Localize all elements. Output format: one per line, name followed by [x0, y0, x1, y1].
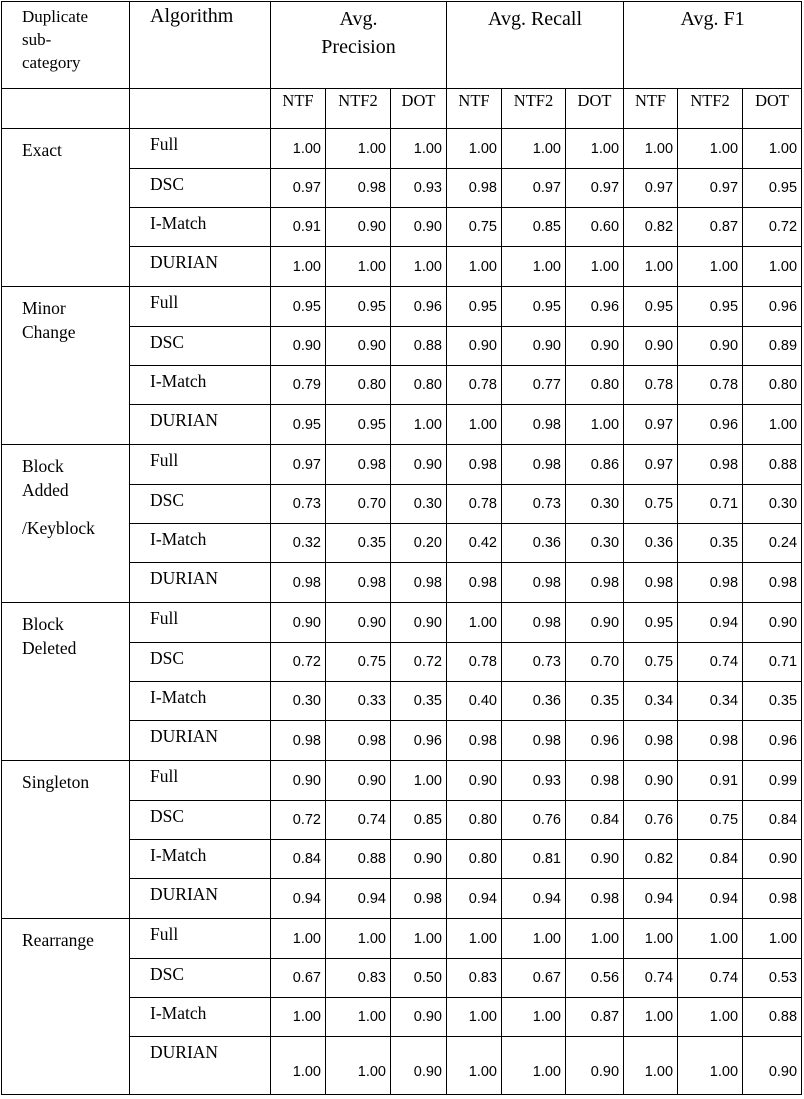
- value-cell: 0.75: [678, 801, 743, 840]
- value-cell: 1.00: [391, 919, 447, 959]
- algorithm-cell: DSC: [130, 169, 271, 208]
- table-row: [2, 919, 802, 959]
- value-cell: 0.73: [502, 485, 566, 524]
- value-cell: 1.00: [678, 247, 743, 287]
- category-cell: [2, 761, 130, 919]
- value-cell: 0.99: [743, 761, 802, 801]
- value-cell: 0.96: [678, 405, 743, 445]
- value-cell: 0.73: [502, 643, 566, 682]
- value-cell: 0.90: [326, 761, 391, 801]
- value-cell: 0.90: [447, 327, 502, 366]
- value-cell: 0.36: [502, 524, 566, 563]
- subheader-ntf: NTF: [624, 89, 678, 129]
- value-cell: 0.96: [743, 287, 802, 327]
- algorithm-cell: I-Match: [130, 524, 271, 563]
- value-cell: 0.72: [391, 643, 447, 682]
- value-cell: 1.00: [447, 405, 502, 445]
- value-cell: 0.94: [678, 603, 743, 643]
- subheader-ntf2: NTF2: [326, 89, 391, 129]
- value-cell: 0.88: [743, 998, 802, 1037]
- value-cell: 0.94: [678, 879, 743, 919]
- value-cell: 0.32: [271, 524, 326, 563]
- value-cell: 0.93: [391, 169, 447, 208]
- value-cell: 0.84: [271, 840, 326, 879]
- algorithm-cell: Full: [130, 445, 271, 485]
- value-cell: 0.84: [566, 801, 624, 840]
- value-cell: 1.00: [678, 129, 743, 169]
- value-cell: 0.93: [502, 761, 566, 801]
- algorithm-cell: Full: [130, 287, 271, 327]
- value-cell: 0.34: [624, 682, 678, 721]
- value-cell: 0.97: [502, 169, 566, 208]
- value-cell: 1.00: [271, 998, 326, 1037]
- value-cell: 1.00: [566, 919, 624, 959]
- value-cell: 0.95: [271, 405, 326, 445]
- category-name: Rearrange: [22, 930, 94, 950]
- algorithm-cell: DURIAN: [130, 247, 271, 287]
- value-cell: 0.83: [326, 959, 391, 998]
- value-cell: 1.00: [391, 761, 447, 801]
- value-cell: 0.90: [447, 761, 502, 801]
- category-cell: [2, 287, 130, 445]
- value-cell: 0.30: [566, 485, 624, 524]
- value-cell: 0.35: [678, 524, 743, 563]
- value-cell: 0.90: [271, 327, 326, 366]
- value-cell: 0.90: [624, 761, 678, 801]
- value-cell: 0.71: [743, 643, 802, 682]
- table-row: [2, 603, 802, 643]
- value-cell: 0.90: [678, 327, 743, 366]
- header-duplicate-subcategory: [2, 2, 130, 89]
- value-cell: 0.90: [391, 840, 447, 879]
- algorithm-cell: I-Match: [130, 682, 271, 721]
- value-cell: 1.00: [447, 919, 502, 959]
- value-cell: 1.00: [678, 998, 743, 1037]
- value-cell: 0.35: [743, 682, 802, 721]
- value-cell: 0.35: [326, 524, 391, 563]
- algorithm-cell: I-Match: [130, 840, 271, 879]
- subheader-dot: DOT: [391, 89, 447, 129]
- header-dup-line-2: sub-: [22, 30, 52, 49]
- value-cell: 1.00: [447, 247, 502, 287]
- value-cell: 1.00: [447, 1037, 502, 1095]
- value-cell: 0.98: [447, 721, 502, 761]
- value-cell: 0.72: [271, 801, 326, 840]
- value-cell: 1.00: [502, 1037, 566, 1095]
- value-cell: 0.88: [743, 445, 802, 485]
- value-cell: 1.00: [447, 603, 502, 643]
- value-cell: 1.00: [566, 405, 624, 445]
- value-cell: 0.35: [391, 682, 447, 721]
- value-cell: 0.96: [391, 721, 447, 761]
- value-cell: 0.96: [743, 721, 802, 761]
- value-cell: 0.98: [566, 879, 624, 919]
- value-cell: 0.90: [743, 1037, 802, 1095]
- algorithm-cell: Full: [130, 603, 271, 643]
- value-cell: 0.87: [566, 998, 624, 1037]
- value-cell: 0.98: [391, 563, 447, 603]
- value-cell: 0.42: [447, 524, 502, 563]
- category-name: Block Added: [22, 456, 69, 500]
- value-cell: 0.98: [271, 721, 326, 761]
- value-cell: 0.90: [566, 1037, 624, 1095]
- value-cell: 1.00: [271, 129, 326, 169]
- category-name: Block Deleted: [22, 614, 77, 658]
- value-cell: 0.98: [326, 445, 391, 485]
- value-cell: 0.95: [271, 287, 326, 327]
- value-cell: 0.78: [447, 485, 502, 524]
- value-cell: 0.94: [271, 879, 326, 919]
- value-cell: 0.88: [326, 840, 391, 879]
- algorithm-cell: DURIAN: [130, 879, 271, 919]
- value-cell: 0.76: [624, 801, 678, 840]
- value-cell: 1.00: [326, 998, 391, 1037]
- value-cell: 0.95: [624, 603, 678, 643]
- value-cell: 0.98: [743, 563, 802, 603]
- value-cell: 0.97: [566, 169, 624, 208]
- algorithm-cell: I-Match: [130, 998, 271, 1037]
- value-cell: 0.82: [624, 208, 678, 247]
- value-cell: 0.90: [391, 445, 447, 485]
- value-cell: 0.90: [502, 327, 566, 366]
- value-cell: 0.78: [624, 366, 678, 405]
- value-cell: 0.33: [326, 682, 391, 721]
- value-cell: 1.00: [743, 405, 802, 445]
- value-cell: 0.91: [678, 761, 743, 801]
- value-cell: 0.75: [624, 643, 678, 682]
- value-cell: 0.98: [502, 603, 566, 643]
- value-cell: 0.30: [391, 485, 447, 524]
- algorithm-cell: DURIAN: [130, 1037, 271, 1095]
- value-cell: 0.97: [624, 169, 678, 208]
- value-cell: 0.80: [743, 366, 802, 405]
- value-cell: 0.60: [566, 208, 624, 247]
- header-dup-line-3: category: [22, 53, 81, 72]
- value-cell: 0.98: [326, 169, 391, 208]
- algorithm-cell: DSC: [130, 643, 271, 682]
- value-cell: 1.00: [326, 247, 391, 287]
- value-cell: 0.40: [447, 682, 502, 721]
- value-cell: 0.36: [502, 682, 566, 721]
- algorithm-cell: I-Match: [130, 366, 271, 405]
- value-cell: 0.78: [447, 643, 502, 682]
- value-cell: 0.70: [326, 485, 391, 524]
- results-table: [1, 1, 802, 1095]
- value-cell: 0.67: [271, 959, 326, 998]
- value-cell: 0.90: [271, 761, 326, 801]
- value-cell: 1.00: [566, 129, 624, 169]
- value-cell: 0.90: [326, 603, 391, 643]
- value-cell: 0.85: [391, 801, 447, 840]
- category-cell: [2, 445, 130, 603]
- value-cell: 0.80: [391, 366, 447, 405]
- header-avg-f1: Avg. F1: [624, 2, 802, 89]
- value-cell: 0.24: [743, 524, 802, 563]
- value-cell: 0.98: [447, 445, 502, 485]
- value-cell: 0.95: [447, 287, 502, 327]
- value-cell: 0.98: [566, 563, 624, 603]
- value-cell: 0.71: [678, 485, 743, 524]
- value-cell: 1.00: [624, 129, 678, 169]
- value-cell: 0.90: [391, 208, 447, 247]
- value-cell: 0.80: [566, 366, 624, 405]
- value-cell: 0.80: [447, 840, 502, 879]
- algorithm-cell: I-Match: [130, 208, 271, 247]
- value-cell: 0.91: [271, 208, 326, 247]
- value-cell: 0.95: [624, 287, 678, 327]
- subheader-empty-1: [2, 89, 130, 129]
- value-cell: 1.00: [271, 247, 326, 287]
- value-cell: 0.90: [326, 327, 391, 366]
- table-row: [2, 129, 802, 169]
- value-cell: 0.98: [624, 563, 678, 603]
- value-cell: 0.98: [502, 405, 566, 445]
- value-cell: 0.98: [447, 169, 502, 208]
- value-cell: 0.95: [678, 287, 743, 327]
- value-cell: 0.98: [743, 879, 802, 919]
- value-cell: 0.74: [678, 643, 743, 682]
- algorithm-cell: Full: [130, 761, 271, 801]
- value-cell: 0.94: [624, 879, 678, 919]
- value-cell: 0.72: [271, 643, 326, 682]
- subheader-ntf2: NTF2: [502, 89, 566, 129]
- value-cell: 0.80: [326, 366, 391, 405]
- value-cell: 0.94: [502, 879, 566, 919]
- header-dup-line-1: Duplicate: [22, 7, 89, 26]
- header-avg-precision: [271, 2, 447, 89]
- category-cell: [2, 919, 130, 1095]
- value-cell: 0.79: [271, 366, 326, 405]
- value-cell: 0.98: [678, 721, 743, 761]
- value-cell: 0.75: [624, 485, 678, 524]
- value-cell: 1.00: [271, 1037, 326, 1095]
- value-cell: 1.00: [624, 919, 678, 959]
- value-cell: 0.88: [391, 327, 447, 366]
- value-cell: 0.90: [326, 208, 391, 247]
- value-cell: 1.00: [743, 129, 802, 169]
- subheader-dot: DOT: [743, 89, 802, 129]
- subheader-ntf: NTF: [271, 89, 326, 129]
- value-cell: 1.00: [391, 405, 447, 445]
- value-cell: 0.98: [502, 445, 566, 485]
- value-cell: 1.00: [391, 247, 447, 287]
- value-cell: 0.95: [326, 405, 391, 445]
- value-cell: 0.98: [678, 563, 743, 603]
- algorithm-cell: Full: [130, 129, 271, 169]
- value-cell: 0.98: [391, 879, 447, 919]
- value-cell: 0.74: [326, 801, 391, 840]
- value-cell: 1.00: [502, 998, 566, 1037]
- algorithm-cell: DSC: [130, 959, 271, 998]
- value-cell: 1.00: [678, 1037, 743, 1095]
- value-cell: 0.67: [502, 959, 566, 998]
- algorithm-cell: DURIAN: [130, 405, 271, 445]
- value-cell: 0.86: [566, 445, 624, 485]
- algorithm-cell: DSC: [130, 485, 271, 524]
- value-cell: 0.20: [391, 524, 447, 563]
- value-cell: 0.87: [678, 208, 743, 247]
- value-cell: 0.76: [502, 801, 566, 840]
- table-row: [2, 287, 802, 327]
- value-cell: 0.96: [566, 721, 624, 761]
- value-cell: 0.98: [326, 721, 391, 761]
- category-name: Minor Change: [22, 298, 76, 342]
- subheader-dot: DOT: [566, 89, 624, 129]
- value-cell: 0.85: [502, 208, 566, 247]
- value-cell: 0.75: [447, 208, 502, 247]
- value-cell: 0.95: [502, 287, 566, 327]
- value-cell: 1.00: [326, 1037, 391, 1095]
- value-cell: 0.90: [391, 603, 447, 643]
- value-cell: 0.98: [271, 563, 326, 603]
- value-cell: 0.98: [566, 761, 624, 801]
- category-cell: [2, 129, 130, 287]
- value-cell: 0.97: [271, 445, 326, 485]
- value-cell: 0.30: [566, 524, 624, 563]
- value-cell: 0.36: [624, 524, 678, 563]
- table-row: [2, 761, 802, 801]
- value-cell: 0.98: [502, 721, 566, 761]
- value-cell: 0.56: [566, 959, 624, 998]
- value-cell: 1.00: [502, 129, 566, 169]
- category-name: Singleton: [22, 772, 90, 792]
- value-cell: 0.98: [326, 563, 391, 603]
- value-cell: 1.00: [678, 919, 743, 959]
- subheader-ntf2: NTF2: [678, 89, 743, 129]
- value-cell: 1.00: [624, 247, 678, 287]
- value-cell: 1.00: [502, 247, 566, 287]
- value-cell: 1.00: [391, 129, 447, 169]
- value-cell: 0.94: [447, 879, 502, 919]
- value-cell: 0.30: [743, 485, 802, 524]
- value-cell: 0.97: [624, 405, 678, 445]
- value-cell: 0.74: [678, 959, 743, 998]
- value-cell: 0.82: [624, 840, 678, 879]
- value-cell: 0.73: [271, 485, 326, 524]
- value-cell: 1.00: [502, 919, 566, 959]
- value-cell: 0.90: [743, 603, 802, 643]
- value-cell: 0.81: [502, 840, 566, 879]
- value-cell: 0.90: [566, 603, 624, 643]
- value-cell: 0.90: [391, 998, 447, 1037]
- value-cell: 0.77: [502, 366, 566, 405]
- value-cell: 0.98: [502, 563, 566, 603]
- value-cell: 0.97: [678, 169, 743, 208]
- category-name-extra: /Keyblock: [22, 518, 95, 538]
- value-cell: 0.90: [391, 1037, 447, 1095]
- value-cell: 0.90: [624, 327, 678, 366]
- value-cell: 0.98: [447, 563, 502, 603]
- table-row: [2, 445, 802, 485]
- value-cell: 0.84: [743, 801, 802, 840]
- category-name: Exact: [22, 140, 62, 160]
- value-cell: 0.75: [326, 643, 391, 682]
- value-cell: 0.89: [743, 327, 802, 366]
- algorithm-cell: DSC: [130, 327, 271, 366]
- value-cell: 0.95: [326, 287, 391, 327]
- value-cell: 1.00: [624, 998, 678, 1037]
- algorithm-cell: DURIAN: [130, 563, 271, 603]
- value-cell: 0.35: [566, 682, 624, 721]
- header-avg-recall: Avg. Recall: [447, 2, 624, 89]
- value-cell: 1.00: [271, 919, 326, 959]
- header-avg-precision-label: Avg. Precision: [321, 8, 396, 58]
- value-cell: 0.80: [447, 801, 502, 840]
- value-cell: 0.72: [743, 208, 802, 247]
- subheader-empty-2: [130, 89, 271, 129]
- value-cell: 0.30: [271, 682, 326, 721]
- value-cell: 0.97: [271, 169, 326, 208]
- value-cell: 1.00: [743, 919, 802, 959]
- subheader-ntf: NTF: [447, 89, 502, 129]
- value-cell: 0.50: [391, 959, 447, 998]
- header-row: [2, 2, 802, 89]
- value-cell: 0.83: [447, 959, 502, 998]
- value-cell: 1.00: [566, 247, 624, 287]
- value-cell: 1.00: [326, 919, 391, 959]
- value-cell: 0.90: [271, 603, 326, 643]
- value-cell: 1.00: [326, 129, 391, 169]
- algorithm-cell: DURIAN: [130, 721, 271, 761]
- value-cell: 0.90: [566, 327, 624, 366]
- value-cell: 0.98: [624, 721, 678, 761]
- value-cell: 0.74: [624, 959, 678, 998]
- algorithm-cell: Full: [130, 919, 271, 959]
- value-cell: 0.70: [566, 643, 624, 682]
- value-cell: 0.94: [326, 879, 391, 919]
- value-cell: 1.00: [447, 129, 502, 169]
- value-cell: 0.90: [566, 840, 624, 879]
- value-cell: 0.95: [743, 169, 802, 208]
- value-cell: 0.84: [678, 840, 743, 879]
- value-cell: 0.90: [743, 840, 802, 879]
- value-cell: 1.00: [624, 1037, 678, 1095]
- algorithm-cell: DSC: [130, 801, 271, 840]
- value-cell: 0.78: [447, 366, 502, 405]
- value-cell: 0.78: [678, 366, 743, 405]
- header-algorithm: Algorithm: [130, 2, 271, 89]
- value-cell: 0.98: [678, 445, 743, 485]
- subheader-row: [2, 89, 802, 129]
- value-cell: 1.00: [743, 247, 802, 287]
- value-cell: 1.00: [447, 998, 502, 1037]
- category-cell: [2, 603, 130, 761]
- value-cell: 0.34: [678, 682, 743, 721]
- value-cell: 0.96: [566, 287, 624, 327]
- value-cell: 0.97: [624, 445, 678, 485]
- value-cell: 0.96: [391, 287, 447, 327]
- value-cell: 0.53: [743, 959, 802, 998]
